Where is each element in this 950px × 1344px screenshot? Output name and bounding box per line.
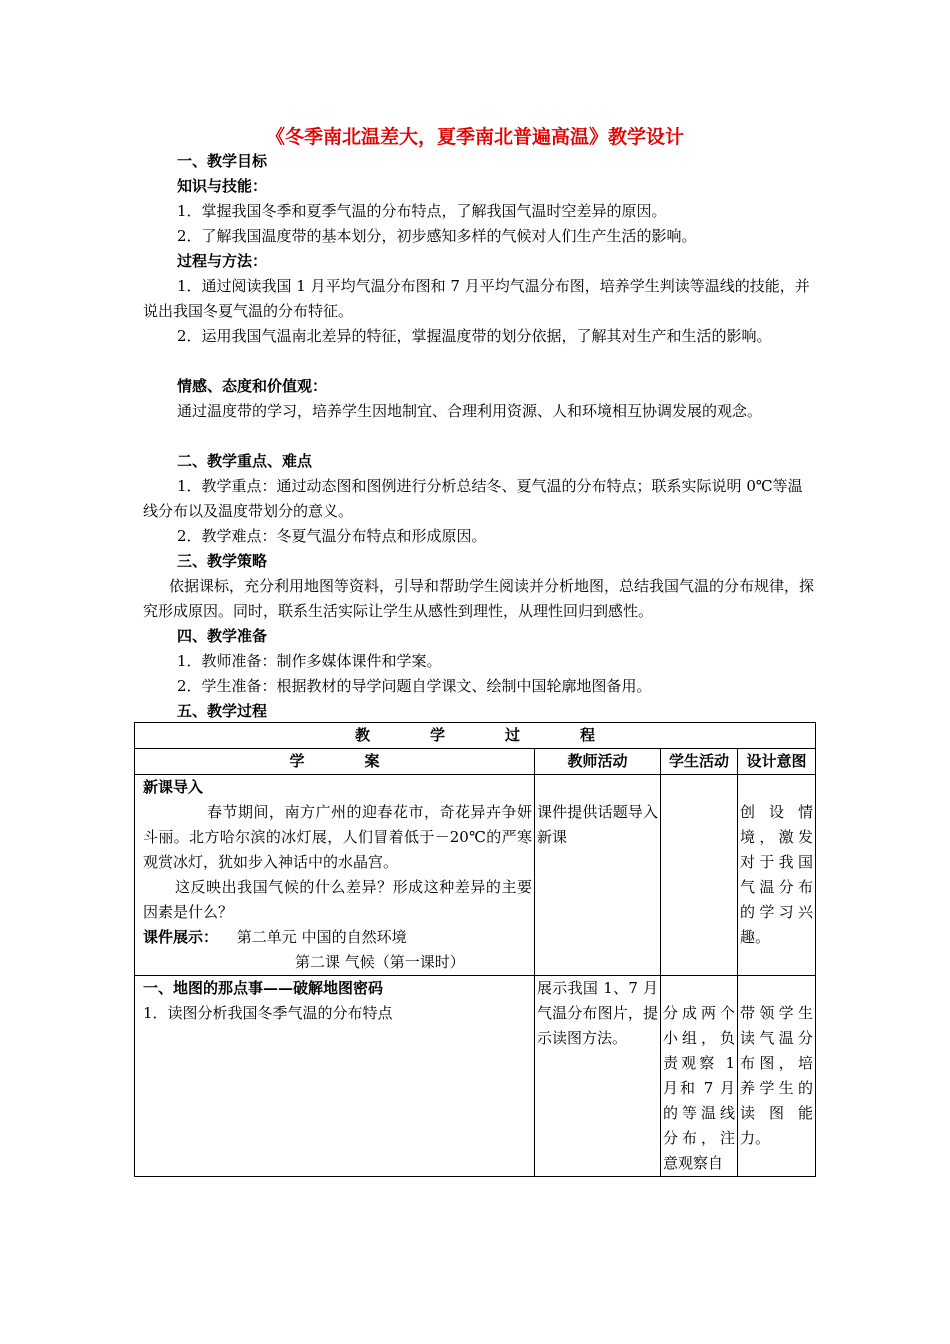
- key-point: 1．教学重点：通过动态图和图例进行分析总结冬、夏气温的分布特点；联系实际说明 0℃等温线分布以及温度带划分的意义。: [143, 477, 803, 520]
- col-header-student: 学生活动: [661, 749, 738, 775]
- col-header-intent: 设计意图: [738, 749, 816, 775]
- intro-plan-cell: [135, 775, 535, 976]
- teaching-process-table: [134, 722, 816, 1177]
- table-header-title: 教 学 过 程: [135, 723, 816, 749]
- values-item: 通过温度带的学习，培养学生因地制宜、合理利用资源、人和环境相互协调发展的观念。: [177, 402, 763, 420]
- section-objectives: 一、教学目标: [177, 152, 268, 170]
- courseware-line: [143, 925, 532, 950]
- intro-paragraph-1: 春节期间，南方广州的迎春花市，奇花异卉争妍斗丽。北方哈尔滨的冰灯展，人们冒着低于－20℃的严寒观赏冰灯，犹如步入神话中的水晶宫。: [143, 803, 532, 871]
- section-preparation: 四、教学准备: [177, 627, 268, 645]
- section-strategy: 三、教学策略: [177, 552, 268, 570]
- map-intent-cell: 带领学生读气温分布图，培养学生的读图能力。: [738, 976, 816, 1177]
- map-heading: 一、地图的那点事——破解地图密码: [143, 979, 384, 997]
- col-header-plan: 学 案: [135, 749, 535, 775]
- intro-intent-cell: 创设情境，激发对于我国气温分布的学习兴趣。: [738, 775, 816, 976]
- intro-student-cell: [661, 775, 738, 976]
- process-item-1: 1．通过阅读我国 1 月平均气温分布图和 7 月平均气温分布图，培养学生判读等温线的技能，并说出我国冬夏气温的分布特征。: [143, 277, 810, 320]
- intro-heading: 新课导入: [143, 778, 204, 796]
- strategy-text: 依据课标，充分利用地图等资料，引导和帮助学生阅读并分析地图，总结我国气温的分布规律，探究形成原因。同时，联系生活实际让学生从感性到理性，从理性回归到感性。: [143, 577, 815, 620]
- document-title: 《冬季南北温差大，夏季南北普遍高温》教学设计: [265, 126, 684, 148]
- map-teacher-cell: 展示我国 1、7 月气温分布图片，提示读图方法。: [535, 976, 661, 1177]
- subsection-knowledge: 知识与技能：: [177, 177, 268, 195]
- map-student-cell: 分成两个小组，负责观察 1 月和 7 月的等温线分布，注意观察自: [661, 976, 738, 1177]
- table-row: [135, 775, 816, 976]
- knowledge-item-1: 1．掌握我国冬季和夏季气温的分布特点，了解我国气温时空差异的原因。: [177, 202, 667, 220]
- map-item: 1．读图分析我国冬季气温的分布特点: [143, 1004, 393, 1022]
- courseware-text: 第二单元 中国的自然环境: [236, 928, 407, 946]
- intro-paragraph-2: 这反映出我国气候的什么差异？形成这种差异的主要因素是什么？: [143, 878, 532, 921]
- courseware-label: 课件展示：: [143, 928, 219, 946]
- map-plan-cell: [135, 976, 535, 1177]
- subsection-values: 情感、态度和价值观：: [177, 377, 328, 395]
- table-row: [135, 976, 816, 1177]
- section-key-points: 二、教学重点、难点: [177, 452, 313, 470]
- student-preparation: 2．学生准备：根据教材的导学问题自学课文、绘制中国轮廓地图备用。: [177, 677, 652, 695]
- difficult-point: 2．教学难点：冬夏气温分布特点和形成原因。: [177, 527, 487, 545]
- teacher-preparation: 1．教师准备：制作多媒体课件和学案。: [177, 652, 442, 670]
- process-item-2: 2．运用我国气温南北差异的特征，掌握温度带的划分依据，了解其对生产和生活的影响。: [177, 327, 772, 345]
- col-header-teacher: 教师活动: [535, 749, 661, 775]
- intro-teacher-cell: 课件提供话题导入新课: [535, 775, 661, 976]
- section-process: 五、教学过程: [177, 702, 268, 720]
- courseware-subtitle: 第二课 气候（第一课时）: [295, 953, 465, 971]
- subsection-process: 过程与方法：: [177, 252, 268, 270]
- knowledge-item-2: 2．了解我国温度带的基本划分，初步感知多样的气候对人们生产生活的影响。: [177, 227, 697, 245]
